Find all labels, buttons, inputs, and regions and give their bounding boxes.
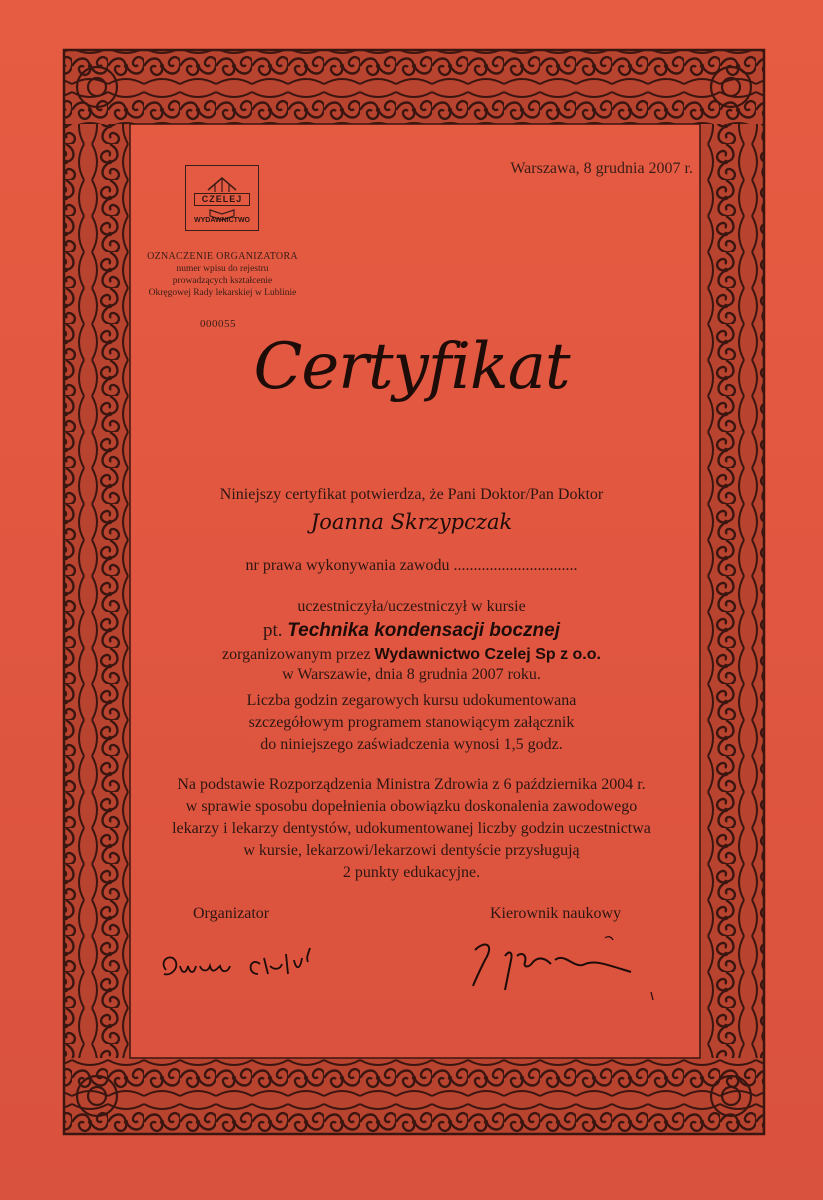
hours-line: do niniejszego zaświadczenia wynosi 1,5 godz. xyxy=(260,736,563,753)
legal-basis-line: lekarzy i lekarzy dentystów, udokumentowanej liczby godzin uczestnictwa xyxy=(172,820,651,837)
place-date-line: w Warszawie, dnia 8 grudnia 2007 roku. xyxy=(282,666,541,683)
logo-wordmark: CZELEJ xyxy=(194,193,250,206)
issue-date: Warszawa, 8 grudnia 2007 r. xyxy=(510,160,693,177)
organized-by-line xyxy=(0,645,823,665)
organized-by-prefix: zorganizowanym przez xyxy=(222,646,371,663)
course-line xyxy=(0,620,823,642)
organizer-designation-line: prowadzących kształcenie xyxy=(172,276,273,286)
recipient-name: Joanna Skrzypczak xyxy=(310,510,513,534)
participation-text: uczestniczyła/uczestniczył w kursie xyxy=(297,598,526,615)
organizer-designation-line: Okręgowej Rady lekarskiej w Lublinie xyxy=(148,288,297,298)
course-prefix: pt. xyxy=(262,620,283,641)
hours-line: Liczba godzin zegarowych kursu udokumentowana xyxy=(246,692,577,709)
course-title: Technika kondensacji bocznej xyxy=(287,620,561,641)
intro-text: Niniejszy certyfikat potwierdza, że Pani Doktor/Pan Doktor xyxy=(219,486,604,503)
organizer-signature xyxy=(150,940,350,1000)
license-number-line: nr prawa wykonywania zawodu ............................... xyxy=(245,557,578,574)
legal-basis-line: w sprawie sposobu dopełnienia obowiązku doskonalenia zawodowego xyxy=(185,798,638,815)
organizer-designation-title: OZNACZENIE ORGANIZATORA xyxy=(147,251,298,262)
organizer-label: Organizator xyxy=(193,905,270,922)
organizer-designation xyxy=(130,251,315,299)
scientific-director-signature xyxy=(455,930,675,1010)
points-line: 2 punkty edukacyjne. xyxy=(342,864,481,881)
logo-subtitle: WYDAWNICTWO xyxy=(194,217,250,224)
scientific-director-label: Kierownik naukowy xyxy=(490,905,622,922)
registry-number: 000055 xyxy=(200,318,236,330)
organizer-name: Wydawnictwo Czelej Sp z o.o. xyxy=(374,646,601,663)
legal-basis-line: Na podstawie Rozporządzenia Ministra Zdrowia z 6 października 2004 r. xyxy=(177,776,646,793)
hours-line: szczegółowym programem stanowiącym załącznik xyxy=(248,714,575,731)
publisher-logo xyxy=(185,165,259,231)
legal-basis-line: w kursie, lekarzowi/lekarzowi dentyście przysługują xyxy=(243,842,580,859)
certificate-title: Certyfikat xyxy=(253,330,570,404)
organizer-designation-line: numer wpisu do rejestru xyxy=(176,264,269,274)
